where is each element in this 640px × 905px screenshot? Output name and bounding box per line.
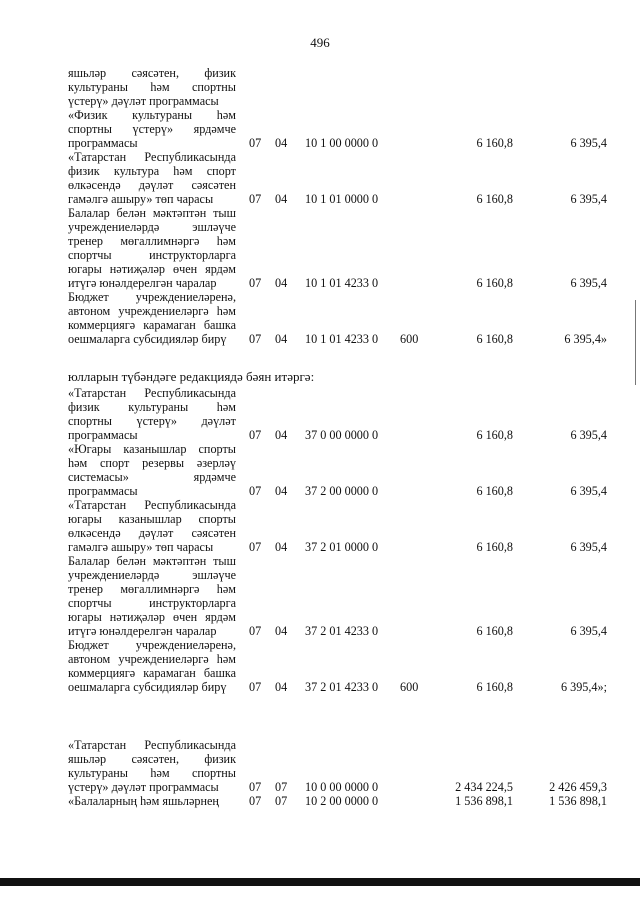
description-line: оешмаларга субсидияләр бирү [68,680,227,694]
table-row [0,442,640,498]
subsection-code: 04 [275,136,288,150]
description-line: физик культураны һәм [68,400,236,414]
amount-year-1: 6 160,8 [476,192,513,206]
description-line: программасы [68,428,138,442]
description-line: «Татарстан Республикасында [68,386,236,400]
page-number: 496 [310,35,330,50]
amount-year-2: 6 395,4 [570,276,607,290]
section-code: 07 [249,680,262,694]
section-code: 07 [249,794,262,808]
amount-year-2: 1 536 898,1 [549,794,607,808]
description-line: автоном учреждениеләргә һәм [68,652,236,666]
description-line: спортчы инструкторларга [68,596,236,610]
target-article-code: 37 0 00 0000 0 [305,428,379,442]
subsection-code: 04 [275,680,288,694]
target-article-code: 10 1 01 4233 0 [305,332,379,346]
description-line: Бюджет учреждениеләренә, [68,638,236,652]
description-line: тренер мөгаллимнәргә һәм [68,234,236,248]
description-line: спортны үстерү» дәүләт [68,414,236,428]
target-article-code: 10 1 01 4233 0 [305,276,379,290]
amount-year-2: 6 395,4 [570,540,607,554]
section-code: 07 [249,332,262,346]
amount-year-1: 6 160,8 [476,624,513,638]
amount-year-1: 6 160,8 [476,428,513,442]
subsection-code: 07 [275,794,288,808]
description-line: гамәлгә ашыру» төп чарасы [68,540,214,554]
description-line: программасы [68,136,138,150]
description-line: итүгә юнәлдерелгән чаралар [68,624,217,638]
amount-year-1: 1 536 898,1 [455,794,513,808]
description-line: автоном учреждениеләргә һәм [68,304,236,318]
description-line: «Балаларның һәм яшьләрнең [68,794,219,808]
description-line: спортчы инструкторларга [68,248,236,262]
amount-year-1: 2 434 224,5 [455,780,513,794]
row-description [68,794,236,808]
section-code: 07 [249,484,262,498]
table-row [0,66,640,108]
row-description [68,206,236,290]
description-line: Балалар белән мәктәптән тыш [68,554,236,568]
amount-year-1: 6 160,8 [476,484,513,498]
target-article-code: 37 2 01 4233 0 [305,680,379,694]
section-code: 07 [249,276,262,290]
description-line: итүгә юнәлдерелгән чаралар [68,276,217,290]
amount-year-2: 2 426 459,3 [549,780,607,794]
subsection-code: 04 [275,484,288,498]
description-line: культураны һәм спортны [68,80,236,94]
row-description [68,498,236,554]
subsection-code: 04 [275,332,288,346]
section-code: 07 [249,624,262,638]
target-article-code: 37 2 00 0000 0 [305,484,379,498]
target-article-code: 10 2 00 0000 0 [305,794,379,808]
description-line: «Татарстан Республикасында [68,150,236,164]
amount-year-2: 6 395,4» [564,332,607,346]
description-line: һәм спорт резервы әзерләү [68,456,236,470]
description-line: гамәлгә ашыру» төп чарасы [68,192,214,206]
subsection-code: 04 [275,192,288,206]
table-row [0,206,640,290]
amount-year-2: 6 395,4 [570,484,607,498]
subsection-code: 04 [275,624,288,638]
expense-type-code: 600 [400,332,419,346]
description-line: югары нәтиҗәләр өчен ярдәм [68,262,236,276]
amount-year-1: 6 160,8 [476,332,513,346]
section-code: 07 [249,192,262,206]
expense-type-code: 600 [400,680,419,694]
table-row [0,738,640,794]
subsection-code: 04 [275,428,288,442]
amount-year-1: 6 160,8 [476,680,513,694]
table-row [0,638,640,694]
row-description [68,554,236,638]
table-row [0,794,640,808]
table-row [0,290,640,346]
description-line: коммерциягә карамаган башка [68,318,236,332]
table-row [0,498,640,554]
amount-year-1: 6 160,8 [476,540,513,554]
description-line: «Физик культураны һәм [68,108,236,122]
target-article-code: 37 2 01 4233 0 [305,624,379,638]
description-line: үстерү» дәүләт программасы [68,94,219,108]
row-description [68,638,236,694]
description-line: югары казанышлар спорты [68,512,236,526]
description-line: яшьләр сәясәтен, физик [68,752,236,766]
target-article-code: 10 1 01 0000 0 [305,192,379,206]
row-description [68,66,236,108]
amount-year-1: 6 160,8 [476,136,513,150]
row-description [68,150,236,206]
section-code: 07 [249,136,262,150]
row-description [68,386,236,442]
row-description [68,442,236,498]
description-line: физик культура һәм спорт [68,164,236,178]
table-row [0,150,640,206]
table-row [0,386,640,442]
description-line: тренер мөгаллимнәргә һәм [68,582,236,596]
description-line: өлкәсендә дәүләт сәясәтен [68,178,236,192]
subsection-code: 04 [275,276,288,290]
description-line: учреждениеләрдә эшләүче [68,220,236,234]
section-code: 07 [249,780,262,794]
amount-year-1: 6 160,8 [476,276,513,290]
target-article-code: 10 1 00 0000 0 [305,136,379,150]
description-line: программасы [68,484,138,498]
description-line: спортны үстерү» ярдәмче [68,122,236,136]
target-article-code: 10 0 00 0000 0 [305,780,379,794]
description-line: яшьләр сәясәтен, физик [68,66,236,80]
amount-year-2: 6 395,4 [570,624,607,638]
description-line: «Татарстан Республикасында [68,498,236,512]
table-row [0,108,640,150]
row-description [68,290,236,346]
amount-year-2: 6 395,4 [570,192,607,206]
section-code: 07 [249,428,262,442]
target-article-code: 37 2 01 0000 0 [305,540,379,554]
subsection-code: 04 [275,540,288,554]
scan-edge-line [635,300,636,385]
description-line: «Югары казанышлар спорты [68,442,236,456]
description-line: өлкәсендә дәүләт сәясәтен [68,526,236,540]
amount-year-2: 6 395,4»; [560,680,607,694]
section-code: 07 [249,540,262,554]
description-line: югары нәтиҗәләр өчен ярдәм [68,610,236,624]
description-line: үстерү» дәүләт программасы [68,780,219,794]
description-line: учреждениеләрдә эшләүче [68,568,236,582]
description-line: культураны һәм спортны [68,766,236,780]
row-description [68,738,236,794]
row-description [68,108,236,150]
table-row [0,554,640,638]
subsection-code: 07 [275,780,288,794]
amount-year-2: 6 395,4 [570,136,607,150]
description-line: Балалар белән мәктәптән тыш [68,206,236,220]
intro-text: юлларын түбәндәге редакциядә бәян итәргә: [68,369,315,384]
description-line: коммерциягә карамаган башка [68,666,236,680]
description-line: Бюджет учреждениеләренә, [68,290,236,304]
description-line: оешмаларга субсидияләр бирү [68,332,227,346]
description-line: «Татарстан Республикасында [68,738,236,752]
description-line: системасы» ярдәмче [68,470,236,484]
scan-bottom-bar [0,878,640,886]
amount-year-2: 6 395,4 [570,428,607,442]
